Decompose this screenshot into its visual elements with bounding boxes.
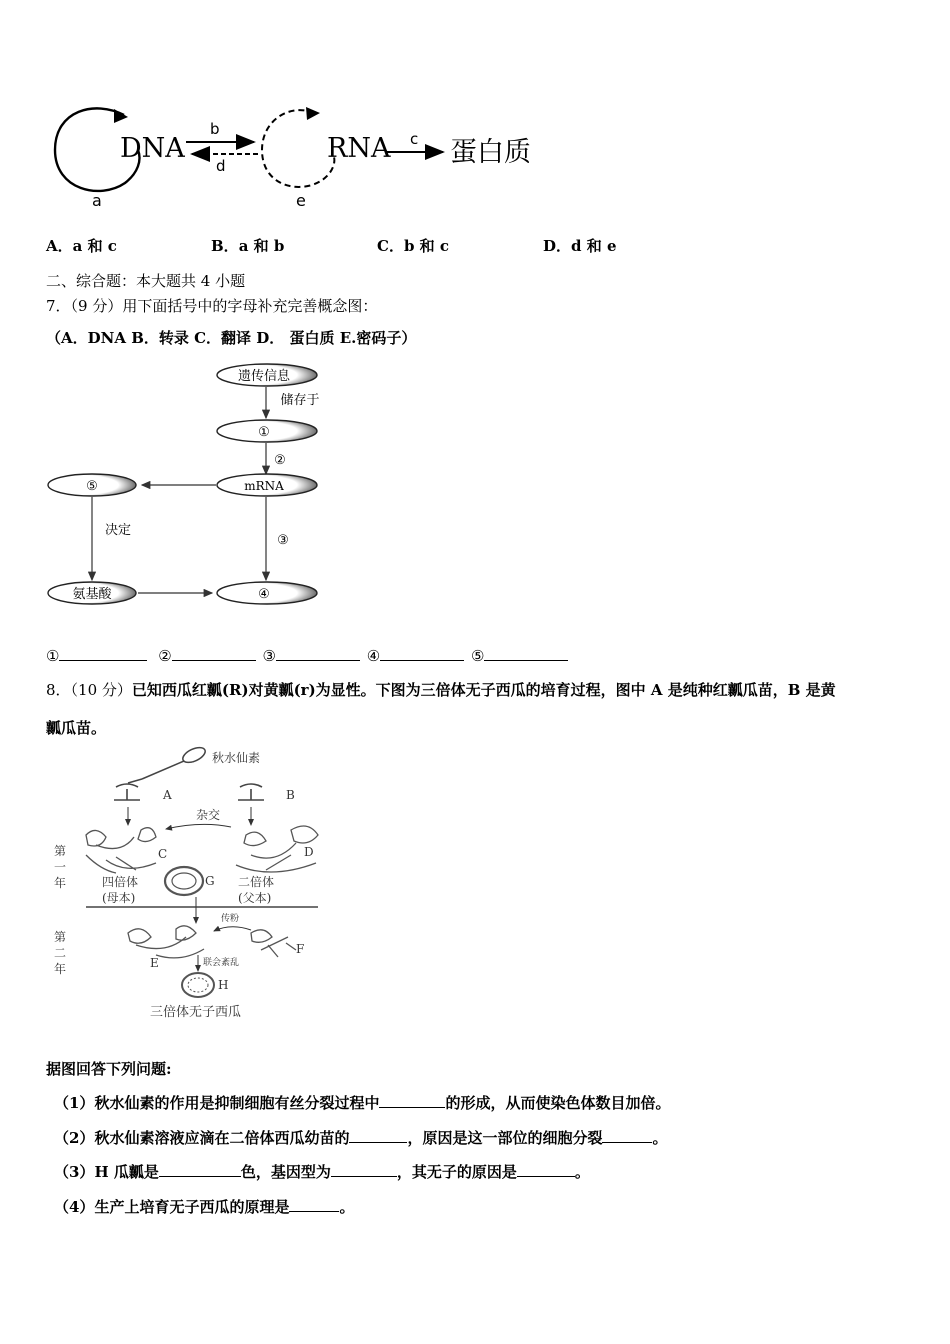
svg-text:④: ④	[258, 587, 270, 602]
svg-text:(母本): (母本)	[102, 891, 136, 905]
sub1-blank[interactable]	[379, 1093, 445, 1108]
svg-text:氨基酸: 氨基酸	[72, 587, 112, 602]
rna-replication-loop-e	[262, 110, 334, 187]
q7-choices: （A．DNA B．转录 C．翻译 D． 蛋白质 E.密码子）	[46, 329, 417, 347]
dna-label: DNA	[120, 133, 185, 164]
svg-text:决定: 决定	[104, 523, 132, 538]
svg-text:B: B	[286, 788, 295, 802]
svg-text:三倍体无子西瓜: 三倍体无子西瓜	[150, 1005, 242, 1020]
blank-2[interactable]	[172, 646, 256, 661]
sub3-blank-1[interactable]	[159, 1162, 241, 1177]
sub3-blank-2[interactable]	[331, 1162, 397, 1177]
svg-text:C: C	[158, 847, 168, 861]
concept-map	[46, 360, 336, 610]
answer-intro: 据图回答下列问题:	[46, 1060, 172, 1078]
seedless-watermelon-diagram	[46, 745, 346, 1030]
fruit-g	[165, 867, 203, 895]
q8-sub1: （1）秋水仙素的作用是抑制细胞有丝分裂过程中 的形成，从而使染色体数目加倍。	[54, 1094, 671, 1112]
section-heading: 二、综合题：本大题共 4 小题	[46, 272, 246, 290]
blank-4[interactable]	[380, 646, 464, 661]
svg-text:二倍体: 二倍体	[238, 875, 275, 889]
label-b: b	[210, 120, 220, 138]
svg-text:年: 年	[54, 876, 67, 890]
label-c: c	[410, 130, 419, 148]
blank-5[interactable]	[484, 646, 568, 661]
q8-sub4: （4）生产上培育无子西瓜的原理是 。	[54, 1198, 355, 1216]
svg-text:第: 第	[54, 844, 67, 858]
sub2-blank-2[interactable]	[602, 1128, 652, 1143]
seedling-b	[238, 784, 264, 800]
sub4-blank[interactable]	[289, 1197, 339, 1212]
svg-text:一: 一	[54, 860, 67, 874]
svg-text:②: ②	[274, 453, 286, 468]
svg-text:F: F	[296, 942, 305, 956]
svg-text:遗传信息: 遗传信息	[237, 369, 291, 384]
svg-text:A: A	[163, 788, 172, 802]
label-a: a	[92, 191, 102, 210]
svg-text:E: E	[150, 956, 159, 970]
sub2-blank-1[interactable]	[349, 1128, 407, 1143]
svg-text:秋水仙素: 秋水仙素	[212, 751, 261, 765]
svg-text:G: G	[205, 874, 215, 888]
plant-f	[251, 930, 296, 957]
svg-text:③: ③	[277, 533, 289, 548]
q8-sub3: （3）H 瓜瓤是 色，基因型为 ，其无子的原因是 。	[54, 1163, 590, 1181]
option-b: B．a 和 b	[211, 237, 285, 255]
q7-answer-blanks: ① ② ③ ④ ⑤	[46, 646, 568, 666]
central-dogma-diagram	[40, 95, 560, 220]
svg-text:联会紊乱: 联会紊乱	[203, 958, 240, 968]
plant-e	[128, 926, 204, 958]
tetraploid-plant	[86, 828, 156, 873]
svg-text:⑤: ⑤	[86, 479, 98, 494]
blank-3[interactable]	[276, 646, 360, 661]
fruit-h	[182, 973, 214, 997]
sub3-blank-3[interactable]	[517, 1162, 575, 1177]
q7-stem: 7．（9 分）用下面括号中的字母补充完善概念图：	[46, 297, 378, 315]
q8-stem: 8．（10 分）已知西瓜红瓤(R)对黄瓤(r)为显性。下图为三倍体无子西瓜的培育过程，图中 A 是纯种红瓤瓜苗，B 是黄	[46, 681, 836, 699]
q8-sub2: （2）秋水仙素溶液应滴在二倍体西瓜幼苗的 ，原因是这一部位的细胞分裂 。	[54, 1129, 668, 1147]
svg-text:二: 二	[54, 946, 67, 960]
seedling-a	[114, 784, 140, 800]
svg-text:储存于: 储存于	[280, 393, 320, 408]
svg-text:第: 第	[54, 930, 67, 944]
svg-text:杂交: 杂交	[196, 808, 221, 822]
option-d: D．d 和 e	[543, 237, 617, 255]
dropper-icon	[128, 745, 207, 783]
rna-label: RNA	[327, 133, 391, 164]
q8-stem-cont: 瓤瓜苗。	[46, 719, 107, 737]
svg-text:H: H	[218, 978, 229, 992]
svg-text:年: 年	[54, 962, 67, 976]
svg-text:(父本): (父本)	[238, 891, 272, 905]
svg-text:mRNA: mRNA	[244, 479, 284, 493]
label-e: e	[296, 191, 306, 210]
svg-text:传粉: 传粉	[221, 914, 240, 924]
option-c: C．b 和 c	[377, 237, 450, 255]
protein-label: 蛋白质	[450, 137, 531, 168]
blank-1[interactable]	[59, 646, 147, 661]
label-d: d	[216, 157, 226, 175]
svg-text:①: ①	[258, 425, 270, 440]
option-a: A．a 和 c	[46, 237, 117, 255]
svg-text:D: D	[304, 845, 314, 859]
svg-text:四倍体: 四倍体	[102, 875, 139, 889]
